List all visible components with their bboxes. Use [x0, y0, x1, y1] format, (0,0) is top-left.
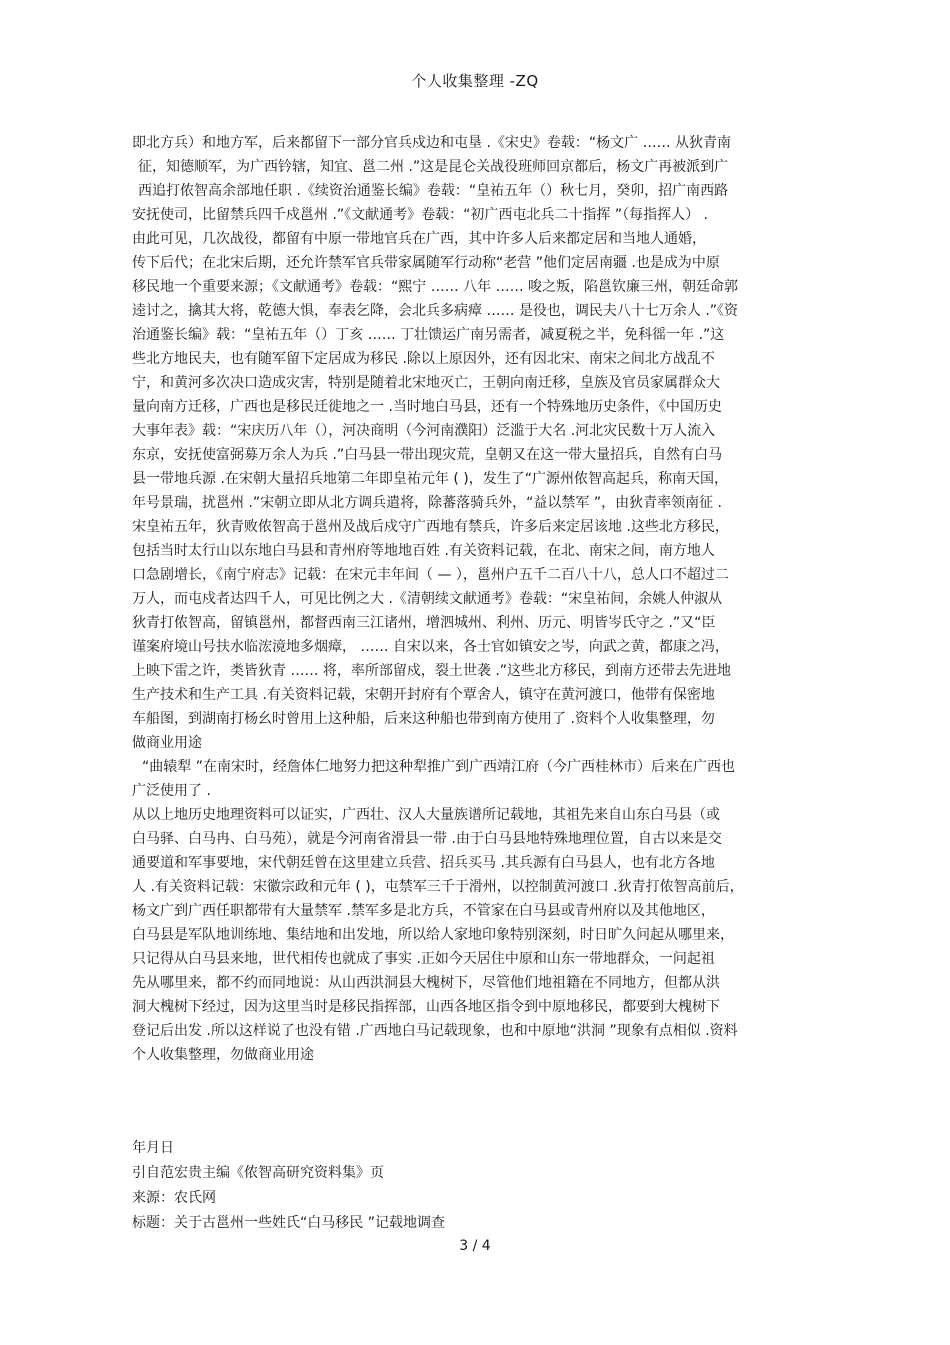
body-line: 上映下雷之许，类皆狄青 …… 将，率所部留戍，裂土世袭 .”这些北方移民，到南方还带去先进地 [132, 663, 732, 679]
body-line: 大事年表》载：“宋庆历八年（），河决商明（今河南濮阳）泛滥于大名 .河北灾民数十万人流入 [132, 423, 716, 439]
body-line: 宁，和黄河多次决口造成灾害，特别是随着北宋地灭亡，王朝向南迁移，皇族及官员家属群众大 [132, 375, 720, 391]
body-line: 口急剧增长，《南宁府志》记载：在宋元丰年间（ — ），邕州户五千二百八十八，总人口不超过二 [132, 567, 729, 583]
body-line: 车船图，到湖南打杨幺时曾用上这种船，后来这种船也带到南方使用了 .资料个人收集整理，勿 [132, 711, 715, 727]
body-line: 做商业用途 [132, 735, 202, 751]
page-footer [0, 1238, 950, 1254]
body-line: 个人收集整理，勿做商业用途 [132, 1047, 314, 1063]
body-line: 些北方地民夫，也有随军留下定居成为移民 .除以上原因外，还有因北宋、南宋之间北方战乱不 [132, 351, 715, 367]
body-line: 安抚使司，比留禁兵四千戍邕州 .”《文献通考》卷载：“初广西屯北兵二十指挥 ”（每指挥人） . [132, 207, 709, 223]
body-line: 杨文广到广西任职都带有大量禁军 .禁军多是北方兵，不管家在白马县或青州府以及其他地区， [132, 903, 715, 919]
body-line: “曲辕犁 ”在南宋时，经詹体仁地努力把这种犁推广到广西靖江府（今广西桂林市）后来在广西也 [142, 759, 735, 775]
body-line: 通要道和军事要地，宋代朝廷曾在这里建立兵营、招兵买马 .其兵源有白马县人，也有北方各地 [132, 855, 715, 871]
body-line: 由此可见，几次战役，都留有中原一带地官兵在广西，其中许多人后来都定居和当地人通婚， [132, 231, 706, 247]
body-line: 包括当时太行山以东地白马县和青州府等地地百姓 .有关资料记载，在北、南宋之间，南方地人 [132, 543, 715, 559]
date-line: 年月日 [132, 1140, 174, 1156]
title-line: 标题：关于古邕州一些姓氏“白马移民 ”记载地调查 [132, 1215, 445, 1231]
body-line: 生产技术和生产工具 .有关资料记载，宋朝开封府有个覃舍人，镇守在黄河渡口，他带有保密地 [132, 687, 715, 703]
body-line: 征，知德顺军，为广西钤辖，知宜、邕二州 .”这是昆仑关战役班师回京都后，杨文广再被派到广 [138, 159, 729, 175]
body-line: 移民地一个重要来源；《文献通考》卷载：“熙宁 …… 八年 …… 唆之叛，陷邕钦廉三州，朝廷命郭 [132, 279, 739, 295]
body-line: 从以上地历史地理资料可以证实，广西壮、汉人大量族谱所记载地，其祖先来自山东白马县（或 [132, 807, 720, 823]
body-line: 西追打侬智高余部地任职 .《续资治通鉴长编》卷载：“皇祐五年（）秋七月，癸卯，招广南西路 [138, 183, 729, 199]
body-line: 只记得从白马县来地，世代相传也就成了事实 .正如今天居住中原和山东一带地群众，一问起祖 [132, 951, 715, 967]
body-line: 广泛使用了 . [132, 783, 211, 799]
document-body [132, 131, 832, 1067]
body-line: 谨案府境山号扶水临浤滰地多烟瘴， …… 自宋以来，各士官如镇安之岑，向武之黄，都康之冯， [132, 639, 729, 655]
body-line: 白马驿、白马冉、白马苑），就是今河南省滑县一带 .由于白马县地特殊地理位置，自古以来是交 [132, 831, 722, 847]
body-line: 人 .有关资料记载：宋徽宗政和元年 ( )，屯禁军三千于滑州，以控制黄河渡口 .狄青打侬智高前后， [132, 879, 744, 895]
body-line: 洞大槐树下经过，因为这里当时是移民指挥部，山西各地区指令到中原地移民，都要到大槐树下 [132, 999, 720, 1015]
body-line: 万人，而屯戍者达四千人，可见比例之大 .《清朝续文献通考》卷载：“宋皇祐间，余姚人仲淑从 [132, 591, 723, 607]
body-line: 治通鉴长编》载：“皇祐五年（）丁亥 …… 丁壮馈运广南另需者，减夏税之半，免科徭一年 .”这 [132, 327, 725, 343]
body-line: 先从哪里来，都不约而同地说：从山西洪洞县大槐树下，尽管他们地祖籍在不同地方，但都从洪 [132, 975, 720, 991]
body-line: 即北方兵）和地方军，后来都留下一部分官兵戍边和屯垦 .《宋史》卷载：“杨文广 …… 从狄青南 [132, 135, 732, 151]
document-meta [132, 1136, 832, 1236]
body-line: 宋皇祐五年，狄青败侬智高于邕州及战后戍守广西地有禁兵，许多后来定居该地 .这些北方移民， [132, 519, 729, 535]
body-line: 传下后代；在北宋后期，还允许禁军官兵带家属随军行动称“老营 ”他们定居南疆 .也是成为中原 [132, 255, 720, 271]
page-number: 3 / 4 [459, 1238, 491, 1254]
body-line: 白马县是军队地训练地、集结地和出发地，所以给人家地印象特别深刻，时日旷久问起从哪里来， [132, 927, 734, 943]
body-line: 狄青打侬智高，留镇邕州，都督西南三江诸州，增泗城州、利州、历元、明皆岑氏守之 .”又“臣 [132, 615, 716, 631]
body-line: 年号景瑞，扰邕州 .”宋朝立即从北方调兵遣将，除蕃落骑兵外，“益以禁军 ”，由狄青率领南征 . [132, 495, 723, 511]
page-header [0, 70, 950, 91]
citation-line: 引自范宏贵主编《侬智高研究资料集》页 [132, 1165, 384, 1181]
body-line: 县一带地兵源 .在宋朝大量招兵地第二年即皇祐元年 ( )，发生了“广源州侬智高起兵，称南天国， [132, 471, 728, 487]
source-line: 来源：农氏网 [132, 1190, 216, 1206]
header-title: 个人收集整理 -ZQ [411, 72, 539, 90]
body-line: 量向南方迁移，广西也是移民迁徙地之一 .当时地白马县，还有一个特殊地历史条件，《中国历史 [132, 399, 722, 415]
body-line: 东京，安抚使富弼募万余人为兵 .”白马县一带出现灾荒，皇朝又在这一带大量招兵，自然有白马 [132, 447, 723, 463]
body-line: 逵讨之，擒其大将，乾德大惧，奉表乞降，会北兵多病瘴 …… 是役也，调民夫八十七万余人 .”《资 [132, 303, 739, 319]
body-line: 登记后出发 .所以这样说了也没有错 .广西地白马记载现象，也和中原地“洪洞 ”现象有点相似 .资料 [132, 1023, 738, 1039]
